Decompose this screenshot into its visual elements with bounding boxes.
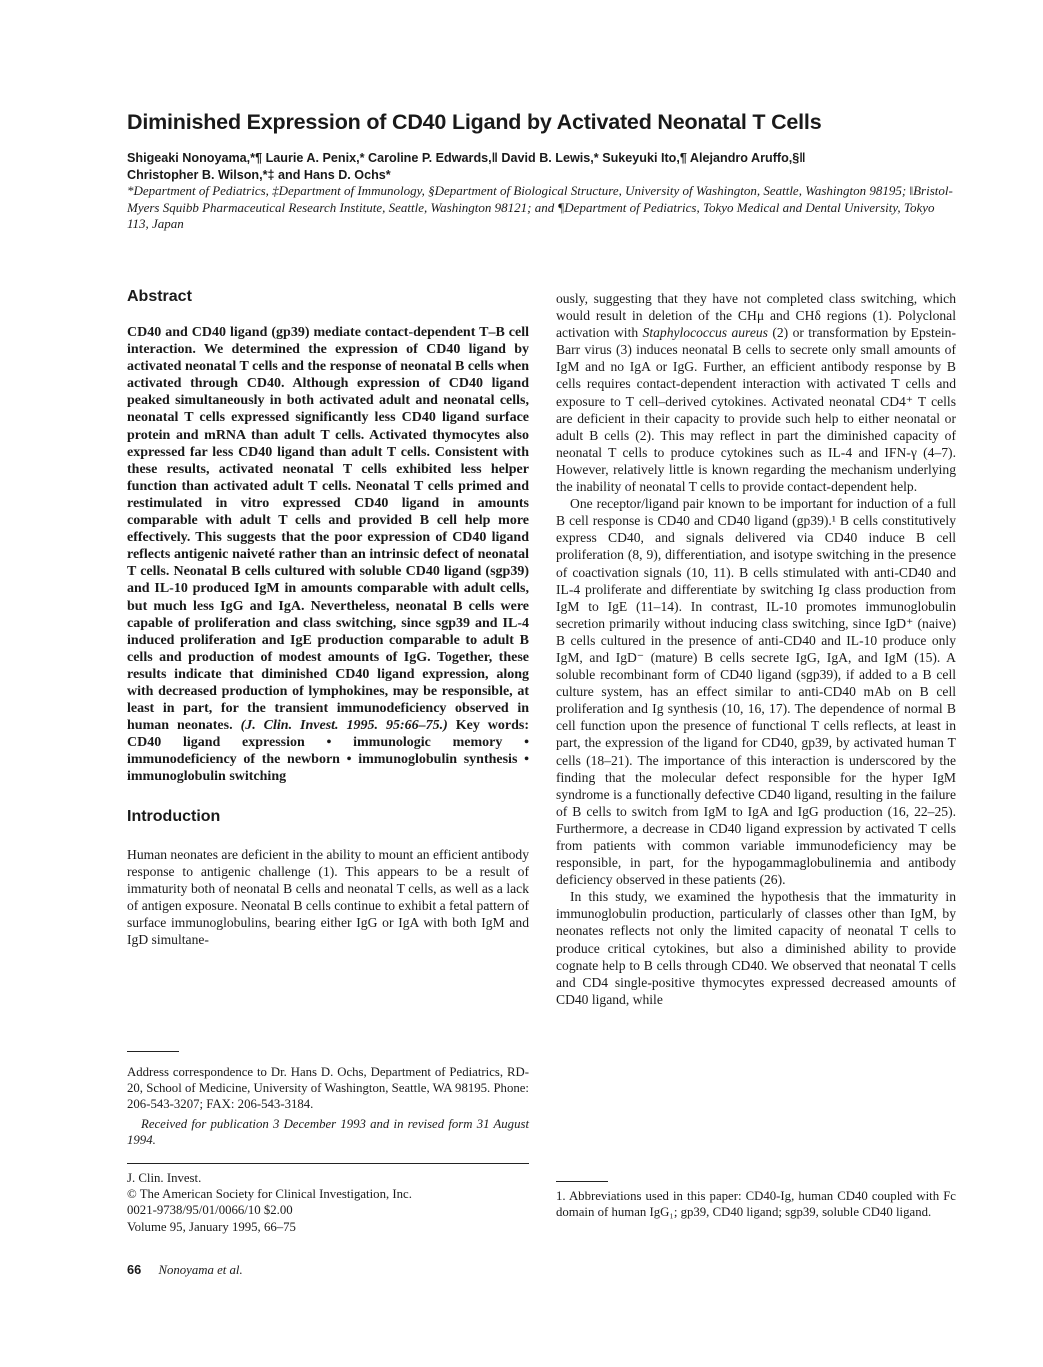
journal-name: J. Clin. Invest.	[127, 1171, 202, 1185]
author-list	[127, 150, 967, 183]
abstract-heading: Abstract	[127, 288, 192, 305]
abstract-keywords: Key words: CD40 ligand expression • immunologic memory • immunodeficiency of the newborn • immunoglobulin synthesis • immunoglobulin switching	[127, 718, 530, 785]
issn-line: 0021-9738/95/01/0066/10 $2.00	[127, 1203, 293, 1218]
footnote-rule	[127, 1051, 179, 1052]
copyright-line: © The American Society for Clinical Investigation, Inc.	[127, 1187, 412, 1202]
running-head: Nonoyama et al.	[158, 1263, 243, 1277]
right-column	[556, 290, 956, 1008]
introduction-heading: Introduction	[127, 807, 221, 825]
introduction-paragraph-1-start: Human neonates are deficient in the ability to mount an efficient antibody response to antigenic challenge (1). This appears to be a result of immaturity both of neonatal B cells and neonatal T cells, as well as a lack of antigen exposure. Neonatal B cells continue to exhibit a fetal pattern of surface immunoglobulins, bearing either IgG or IgA with both IgM and IgD simultane-	[127, 846, 530, 947]
author-line: Christopher B. Wilson,*‡ and Hans D. Ochs*	[127, 167, 391, 182]
abstract-text: CD40 and CD40 ligand (gp39) mediate contact-dependent T–B cell interaction. We determined the expression of CD40 ligand by activated neonatal T cells and the response of neonatal B cells when activated through CD40. Although expression of CD40 ligand peaked simultaneously in both activated adult and neonatal cells, neonatal T cells expressed significantly less CD40 ligand surface protein and mRNA than adult T cells. Activated thymocytes also expressed far less CD40 ligand than adult T cells. Consistent with these results, activated neonatal T cells exhibited less helper function than activated adult T cells. Neonatal T cells primed and restimulated in vitro expressed CD40 ligand in amounts comparable with adult T cells and provided B cell help more effectively. This suggests that the poor expression of CD40 ligand reflects antigenic naiveté rather than an intrinsic defect of neonatal T cells. Neonatal B cells cultured with soluble CD40 ligand (sgp39) and IL-10 produced IgM in amounts comparable with adult cells, but much less IgG and IgA. Nevertheless, neonatal B cells were capable of proliferation and class switching, since sgp39 and IL-4 induced proliferation and IgE production comparable to adult B cells and production of modest amounts of IgG. Together, these results indicate that diminished CD40 ligand expression, along with decreased production of lymphokines, may be responsible, at least in part, for the transient immunodeficiency observed in human neonates.	[127, 325, 529, 734]
volume-line: Volume 95, January 1995, 66–75	[127, 1219, 296, 1234]
correspondence-footnote	[127, 1051, 529, 1148]
journal-info	[127, 1170, 529, 1235]
affiliations: *Department of Pediatrics, ‡Department of Immunology, §Department of Biological Structure, University of Washington, Seattle, Washington 98195; ‖Bristol-Myers Squibb Pharmaceutical Research Institute, Seattle, Washington 98121; and ¶Department of Pediatrics, Tokyo Medical and Dental University, Tokyo 113, Japan	[127, 183, 953, 231]
author-line: Shigeaki Nonoyama,*¶ Laurie A. Penix,* Caroline P. Edwards,‖ David B. Lewis,* Sukeyuki Ito,¶ Alejandro Aruffo,§‖	[127, 151, 806, 165]
footnote-rule	[556, 1181, 608, 1182]
abbreviations-footnote	[556, 1181, 956, 1220]
introduction-paragraph-2: One receptor/ligand pair known to be important for induction of a full B cell response is CD40 and CD40 ligand (gp39).¹ B cells constitutively express CD40, and signals delivered via CD40 induce B cell proliferation (8, 9), differentiation, and isotype switching in the presence of coactivation signals (10, 11). B cells stimulated with anti-CD40 and IL-4 proliferate and differentiate by switching Ig class production from IgM to IgE (11–14). In contrast, IL-10 promotes immunoglobulin secretion primarily without inducing class switching, since IgD⁺ (naive) B cells cultured in the presence of anti-CD40 and IL-10 produce only IgM, and IgD⁻ (mature) B cells secrete IgG, IgA, and IgM (15). A soluble recombinant form of CD40 ligand (sgp39), if added to a B cell culture system, has an effect similar to anti-CD40 mAb on B cell proliferation and Ig synthesis (10, 16, 17). The dependence of normal B cell function upon the presence of functional T cells reflects, at least in part, the expression of the ligand for CD40, gp39, by activated human T cells (18–21). The importance of this interaction is underscored by the finding that the molecular defect responsible for the hyper IgM syndrome is a functionally defective CD40 ligand, resulting in the failure of B cells to switch from IgM to IgA and IgG production (16, 22–25). Furthermore, a decrease in CD40 ligand expression by activated T cells from patients with common variable immunodeficiency may be responsible, in part, for the hypogammaglobulinemia and antibody deficiency observed in these patients (26).	[556, 496, 956, 888]
page-footer	[127, 1262, 243, 1278]
abstract-citation: (J. Clin. Invest. 1995. 95:66–75.)	[240, 718, 448, 734]
received-text: Received for publication 3 December 1993 and in revised form 31 August 1994.	[127, 1116, 529, 1147]
left-column	[127, 288, 529, 948]
journal-info-rule	[127, 1163, 529, 1164]
page-number: 66	[127, 1262, 142, 1277]
article-title: Diminished Expression of CD40 Ligand by Activated Neonatal T Cells	[127, 110, 822, 134]
introduction-paragraph-1-end: ously, suggesting that they have not completed class switching, which would result in deletion of the CHμ and CHδ regions (1). Polyclonal activation with Staphylococcus aureus (2) or transformation by Epstein-Barr virus (3) induces neonatal B cells to secrete only small amounts of IgM and no IgA or IgG. Further, an efficient antibody response by B cells requires contact-dependent interaction with activated T cells and exposure to T cell–derived cytokines. Activated neonatal CD4⁺ T cells are deficient in their capacity to provide such help to either neonatal or adult B cells (2). This may reflect in part the diminished capacity of neonatal T cells to produce cytokines such as IL-4 and IFN-γ (4–7). However, relatively little is known regarding the mechanism underlying the inability of neonatal T cells to provide contact-dependent help.	[556, 291, 956, 495]
correspondence-text: Address correspondence to Dr. Hans D. Ochs, Department of Pediatrics, RD-20, School of Medicine, University of Washington, Seattle, WA 98195. Phone: 206-543-3207; FAX: 206-543-3184.	[127, 1065, 529, 1112]
introduction-paragraph-3: In this study, we examined the hypothesis that the immaturity in immunoglobulin production, particularly of classes other than IgM, by neonates reflects not only the limited capacity of neonatal T cells to produce critical cytokines, but also a diminished ability to provide cognate help to B cells through CD40. We observed that neonatal T cells and CD4 single-positive thymocytes expressed decreased amounts of CD40 ligand, while	[556, 889, 956, 1007]
abstract-body	[127, 324, 529, 786]
abbreviations-text: 1. Abbreviations used in this paper: CD40-Ig, human CD40 coupled with Fc domain of human IgG₁; gp39, CD40 ligand; sgp39, soluble CD40 ligand.	[556, 1189, 956, 1220]
